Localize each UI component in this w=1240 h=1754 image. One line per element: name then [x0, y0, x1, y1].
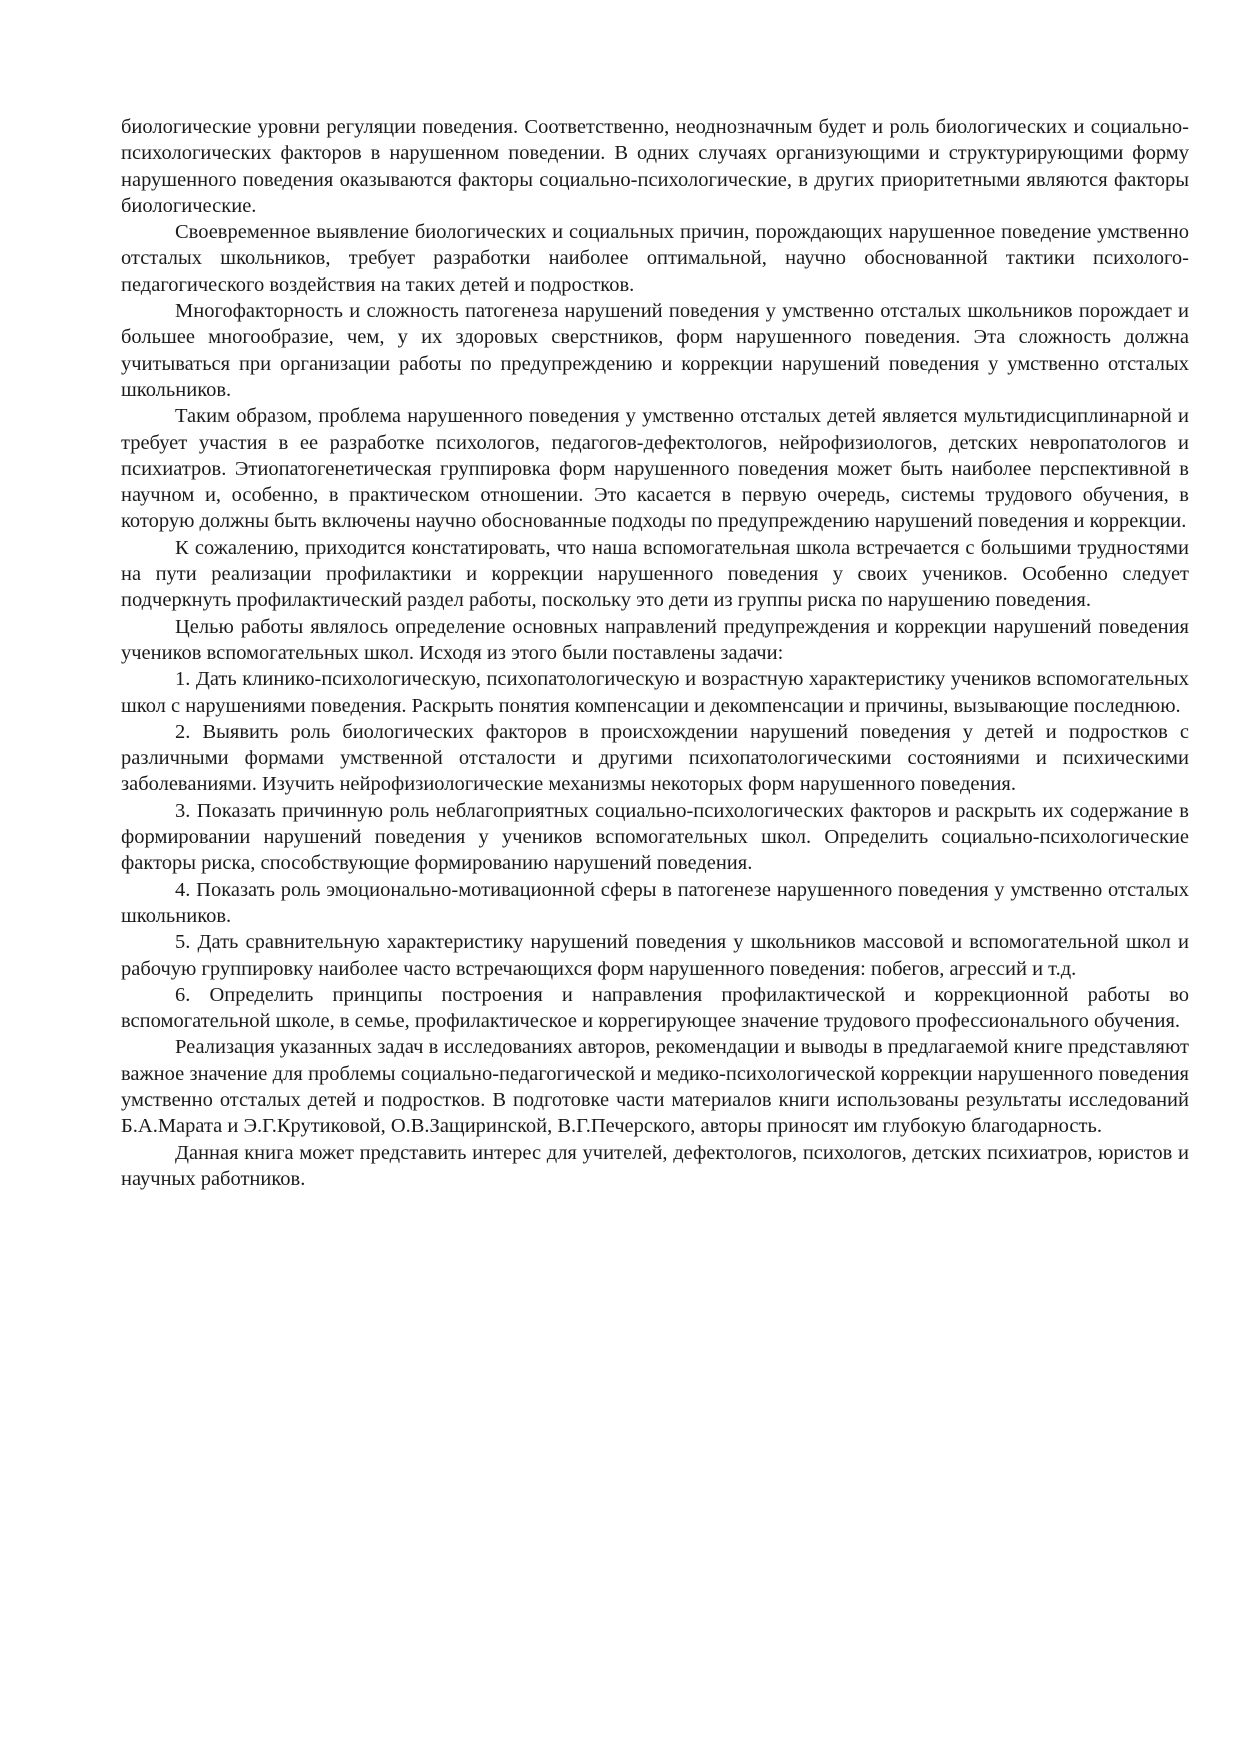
- paragraph: Реализация указанных задач в исследованиях авторов, рекомендации и выводы в предлагаемой книге представляют важное значение для проблемы социально-педагогической и медико-психологической коррекции нарушенного поведения умственно отсталых детей и подростков. В подготовке части материалов книги использованы результаты исследований Б.А.Марата и Э.Г.Крутиковой, О.В.Защиринской, В.Г.Печерского, авторы приносят им глубокую благодарность.: [121, 1036, 1189, 1138]
- task-item: 1. Дать клинико-психологическую, психопатологическую и возрастную характеристику учеников вспомогательных школ с нарушениями поведения. Раскрыть понятия компенсации и декомпенсации и причины, вызывающие последнюю.: [121, 668, 1189, 717]
- paragraph: Многофакторность и сложность патогенеза нарушений поведения у умственно отсталых школьников порождает и большее многообразие, чем, у их здоровых сверстников, форм нарушенного поведения. Эта сложность должна учитываться при организации работы по предупреждению и коррекции нарушений поведения у умственно отсталых школьников.: [121, 300, 1189, 401]
- paragraph: Своевременное выявление биологических и социальных причин, порождающих нарушенное поведение умственно отсталых школьников, требует разработки наиболее оптимальной, научно обоснованной тактики психолого-педагогического воздействия на таких детей и подростков.: [121, 221, 1189, 296]
- task-item: 2. Выявить роль биологических факторов в происхождении нарушений поведения у детей и подростков с различными формами умственной отсталости и другими психопатологическими состояниями и психическими заболеваниями. Изучить нейрофизиологические механизмы некоторых форм нарушенного поведения.: [121, 720, 1189, 796]
- task-item: 5. Дать сравнительную характеристику нарушений поведения у школьников массовой и вспомогательной школ и рабочую группировку наиболее часто встречающихся форм нарушенного поведения: побегов, агрессий и т.д.: [121, 931, 1189, 980]
- paragraph: Данная книга может представить интерес для учителей, дефектологов, психологов, детских психиатров, юристов и научных работников.: [121, 1141, 1189, 1190]
- body-text: [121, 114, 1189, 1192]
- paragraph: биологические уровни регуляции поведения. Соответственно, неоднозначным будет и роль биологических и социально-психологических факторов в нарушенном поведении. В одних случаях организующими и структурирующими форму нарушенного поведения оказываются факторы социально-психологические, в других приоритетными являются факторы биологические.: [121, 116, 1189, 217]
- paragraph: Целью работы являлось определение основных направлений предупреждения и коррекции нарушений поведения учеников вспомогательных школ. Исходя из этого были поставлены задачи:: [121, 615, 1189, 664]
- paragraph: Таким образом, проблема нарушенного поведения у умственно отсталых детей является мультидисциплинарной и требует участия в ее разработке психологов, педагогов-дефектологов, нейрофизиологов, детских невропатологов и психиатров. Этиопатогенетическая группировка форм нарушенного поведения может быть наиболее перспективной в научном и, особенно, в практическом отношении. Это касается в первую очередь, системы трудового обучения, в которую должны быть включены научно обоснованные подходы по предупреждению нарушений поведения и коррекции.: [121, 405, 1189, 533]
- paragraph: К сожалению, приходится констатировать, что наша вспомогательная школа встречается с большими трудностями на пути реализации профилактики и коррекции нарушенного поведения у своих учеников. Особенно следует подчеркнуть профилактический раздел работы, поскольку это дети из группы риска по нарушению поведения.: [121, 536, 1189, 612]
- task-item: 4. Показать роль эмоционально-мотивационной сферы в патогенезе нарушенного поведения у умственно отсталых школьников.: [121, 878, 1189, 927]
- task-item: 3. Показать причинную роль неблагоприятных социально-психологических факторов и раскрыть их содержание в формировании нарушений поведения у учеников вспомогательных школ. Определить социально-психологические факторы риска, способствующие формированию нарушений поведения.: [121, 799, 1189, 875]
- task-item: 6. Определить принципы построения и направления профилактической и коррекционной работы во вспомогательной школе, в семье, профилактическое и коррегирующее значение трудового профессионального обучения.: [121, 983, 1189, 1033]
